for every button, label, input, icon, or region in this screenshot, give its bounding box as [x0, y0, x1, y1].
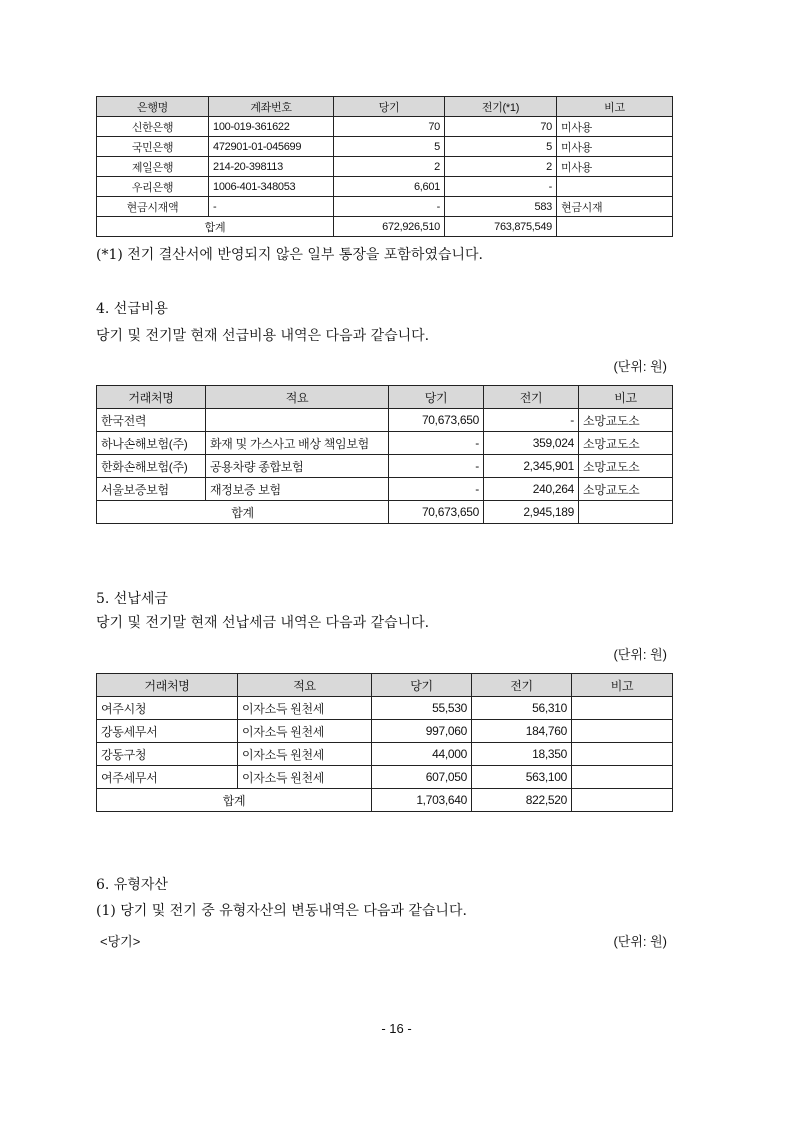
cell-total-remark: [557, 217, 673, 237]
header-vendor: 거래처명: [97, 386, 206, 409]
cell-vendor: 하나손해보험(주): [97, 432, 206, 455]
section6-heading: 6. 유형자산: [96, 877, 168, 893]
header-vendor: 거래처명: [97, 674, 238, 697]
cell-total-remark: [572, 789, 673, 812]
cell-total-prior: 822,520: [472, 789, 572, 812]
table-row: [97, 432, 673, 455]
cell-prior: 5: [445, 137, 557, 157]
cell-account-number: 1006-401-348053: [209, 177, 334, 197]
cell-description: 이자소득 원천세: [238, 743, 372, 766]
cell-current: 70: [334, 117, 445, 137]
cell-remark: 미사용: [557, 157, 673, 177]
cell-total-current: 672,926,510: [334, 217, 445, 237]
cell-current: 6,601: [334, 177, 445, 197]
header-description: 적요: [206, 386, 389, 409]
table-row: [97, 197, 673, 217]
cell-bank-name: 신한은행: [97, 117, 209, 137]
table-row: [97, 137, 673, 157]
cell-remark: [572, 720, 673, 743]
cell-prior: 18,350: [472, 743, 572, 766]
page-number: - 16 -: [381, 1021, 412, 1036]
table-row: [97, 766, 673, 789]
cell-remark: 소망교도소: [579, 432, 673, 455]
header-current: 당기: [372, 674, 472, 697]
cell-current: -: [389, 455, 484, 478]
section6-description: (1) 당기 및 전기 중 유형자산의 변동내역은 다음과 같습니다.: [96, 903, 467, 919]
table-row: [97, 455, 673, 478]
cell-description: 재정보증 보험: [206, 478, 389, 501]
cell-description: 이자소득 원천세: [238, 697, 372, 720]
cell-vendor: 강동세무서: [97, 720, 238, 743]
cell-account-number: -: [209, 197, 334, 217]
cell-prior: 70: [445, 117, 557, 137]
cell-current: 2: [334, 157, 445, 177]
table-row: [97, 743, 673, 766]
cell-prior: 563,100: [472, 766, 572, 789]
table-row: [97, 478, 673, 501]
header-remark: 비고: [572, 674, 673, 697]
cell-bank-name: 제일은행: [97, 157, 209, 177]
cell-remark: 현금시재: [557, 197, 673, 217]
header-account-number: 계좌번호: [209, 97, 334, 117]
cell-prior: 184,760: [472, 720, 572, 743]
cell-account-number: 214-20-398113: [209, 157, 334, 177]
cell-total-current: 70,673,650: [389, 501, 484, 524]
cell-prior: -: [484, 409, 579, 432]
cell-prior: 359,024: [484, 432, 579, 455]
table-row: [97, 409, 673, 432]
table-total-row: [97, 789, 673, 812]
cell-prior: 2,345,901: [484, 455, 579, 478]
table-row: [97, 117, 673, 137]
table-row: [97, 177, 673, 197]
header-current: 당기: [334, 97, 445, 117]
cell-remark: 소망교도소: [579, 455, 673, 478]
table-total-row: [97, 501, 673, 524]
cell-total-label: 합계: [97, 501, 389, 524]
header-prior: 전기: [472, 674, 572, 697]
cell-description: 이자소득 원천세: [238, 766, 372, 789]
cell-current: 5: [334, 137, 445, 157]
cell-prior: 56,310: [472, 697, 572, 720]
cell-vendor: 한화손해보험(주): [97, 455, 206, 478]
cell-remark: [572, 766, 673, 789]
cell-prior: -: [445, 177, 557, 197]
cell-total-prior: 763,875,549: [445, 217, 557, 237]
header-remark: 비고: [579, 386, 673, 409]
cell-description: 공용차량 종합보험: [206, 455, 389, 478]
cell-vendor: 서울보증보험: [97, 478, 206, 501]
cell-total-prior: 2,945,189: [484, 501, 579, 524]
section6-unit: (단위: 원): [613, 934, 667, 949]
prepaid-expense-table: [96, 385, 673, 524]
cell-bank-name: 국민은행: [97, 137, 209, 157]
cell-vendor: 한국전력: [97, 409, 206, 432]
cell-prior: 240,264: [484, 478, 579, 501]
table-header-row: [97, 97, 673, 117]
section4-description: 당기 및 전기말 현재 선급비용 내역은 다음과 같습니다.: [96, 328, 430, 344]
cell-current: 55,530: [372, 697, 472, 720]
prepaid-tax-table: [96, 673, 673, 812]
cell-account-number: 472901-01-045699: [209, 137, 334, 157]
cell-total-remark: [579, 501, 673, 524]
cell-vendor: 여주시청: [97, 697, 238, 720]
header-prior: 전기(*1): [445, 97, 557, 117]
cell-remark: 미사용: [557, 137, 673, 157]
cell-total-label: 합계: [97, 217, 334, 237]
section5-unit: (단위: 원): [613, 647, 667, 662]
bank-account-table: [96, 96, 673, 237]
cell-current: -: [334, 197, 445, 217]
cell-remark: 소망교도소: [579, 478, 673, 501]
cell-vendor: 강동구청: [97, 743, 238, 766]
header-prior: 전기: [484, 386, 579, 409]
table-header-row: [97, 674, 673, 697]
cell-bank-name: 현금시재액: [97, 197, 209, 217]
header-description: 적요: [238, 674, 372, 697]
section6-sub-label: <당기>: [100, 934, 141, 949]
cell-remark: 소망교도소: [579, 409, 673, 432]
cell-description: [206, 409, 389, 432]
table-total-row: [97, 217, 673, 237]
cell-total-label: 합계: [97, 789, 372, 812]
cell-vendor: 여주세무서: [97, 766, 238, 789]
section5-description: 당기 및 전기말 현재 선납세금 내역은 다음과 같습니다.: [96, 615, 430, 631]
cell-description: 화재 및 가스사고 배상 책임보험: [206, 432, 389, 455]
cell-remark: [557, 177, 673, 197]
header-bank-name: 은행명: [97, 97, 209, 117]
cell-remark: 미사용: [557, 117, 673, 137]
cell-current: 607,050: [372, 766, 472, 789]
cell-current: 997,060: [372, 720, 472, 743]
cell-current: 44,000: [372, 743, 472, 766]
header-remark: 비고: [557, 97, 673, 117]
section4-heading: 4. 선급비용: [96, 301, 168, 317]
section5-heading: 5. 선납세금: [96, 591, 168, 607]
cell-remark: [572, 697, 673, 720]
table-row: [97, 720, 673, 743]
cell-current: -: [389, 432, 484, 455]
bank-footnote: (*1) 전기 결산서에 반영되지 않은 일부 통장을 포함하였습니다.: [96, 247, 484, 263]
cell-prior: 583: [445, 197, 557, 217]
table-row: [97, 697, 673, 720]
cell-account-number: 100-019-361622: [209, 117, 334, 137]
cell-current: -: [389, 478, 484, 501]
header-current: 당기: [389, 386, 484, 409]
cell-remark: [572, 743, 673, 766]
section4-unit: (단위: 원): [613, 359, 667, 374]
cell-total-current: 1,703,640: [372, 789, 472, 812]
table-row: [97, 157, 673, 177]
table-header-row: [97, 386, 673, 409]
cell-current: 70,673,650: [389, 409, 484, 432]
cell-bank-name: 우리은행: [97, 177, 209, 197]
cell-description: 이자소득 원천세: [238, 720, 372, 743]
cell-prior: 2: [445, 157, 557, 177]
